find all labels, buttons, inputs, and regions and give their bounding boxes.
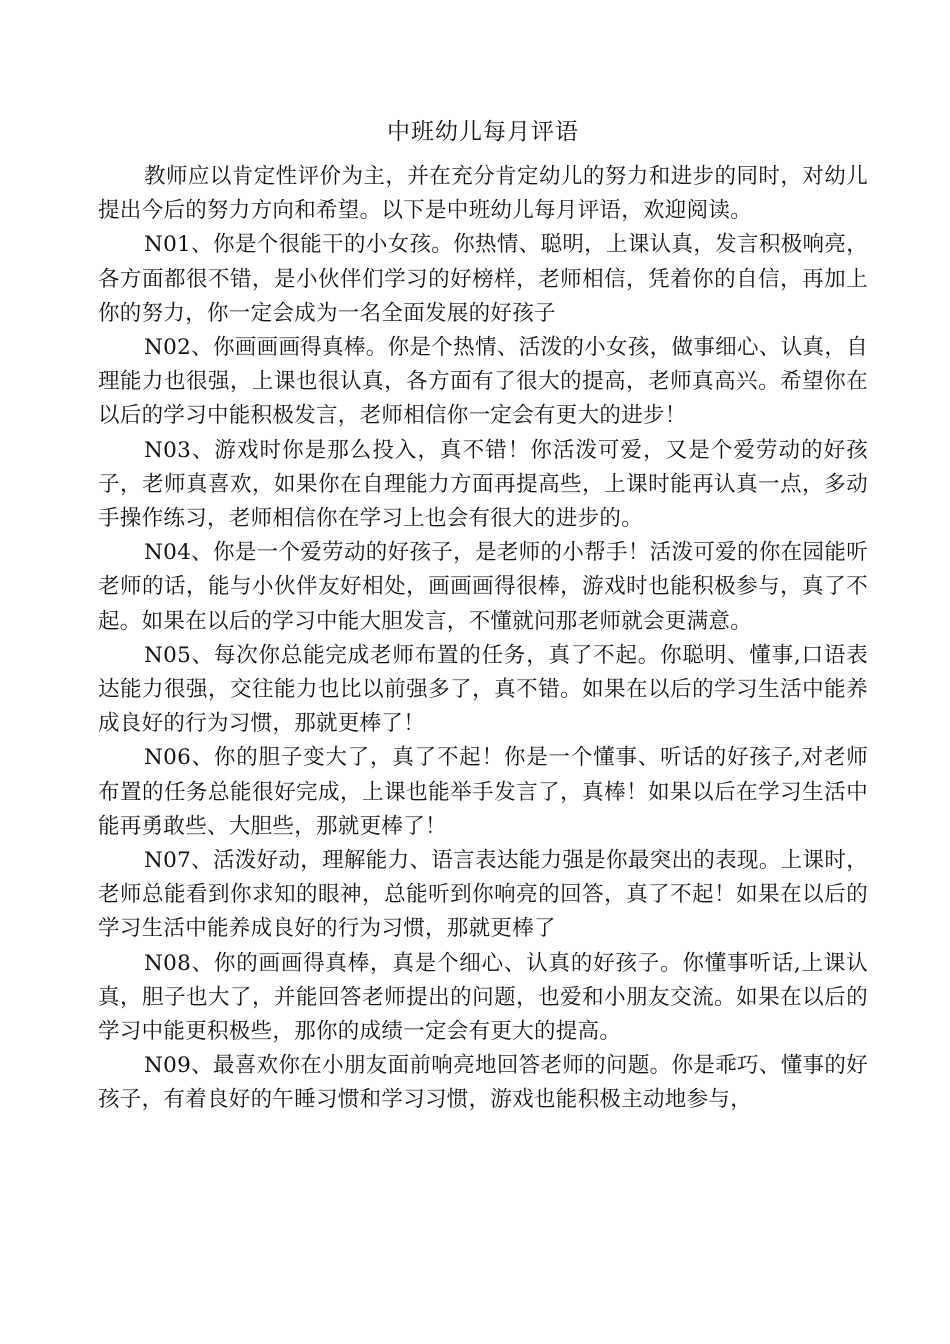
- comment-paragraph-01: N01、你是个很能干的小女孩。你热情、聪明，上课认真，发言积极响亮，各方面都很不错，是小伙伴们学习的好榜样，老师相信，凭着你的自信，再加上你的努力，你一定会成为一名全面发展的好孩子: [98, 232, 868, 326]
- comment-paragraph-06: N06、你的胆子变大了，真了不起！你是一个懂事、听话的好孩子,对老师布置的任务总能很好完成，上课也能举手发言了，真棒！如果以后在学习生活中能再勇敢些、大胆些，那就更棒了！: [98, 745, 868, 839]
- comment-paragraph-04: N04、你是一个爱劳动的好孩子，是老师的小帮手！活泼可爱的你在园能听老师的话，能与小伙伴友好相处，画画画得很棒，游戏时也能积极参与，真了不起。如果在以后的学习中能大胆发言，不懂就问那老师就会更满意。: [98, 540, 868, 634]
- document-page: [98, 112, 868, 1118]
- comment-paragraph-09: N09、最喜欢你在小朋友面前响亮地回答老师的问题。你是乖巧、懂事的好孩子，有着良好的午睡习惯和学习习惯，游戏也能积极主动地参与，: [98, 1053, 868, 1113]
- document-title: 中班幼儿每月评语: [387, 119, 579, 145]
- comment-paragraph-08: N08、你的画画得真棒，真是个细心、认真的好孩子。你懂事听话,上课认真，胆子也大了，并能回答老师提出的问题，也爱和小朋友交流。如果在以后的学习中能更积极些，那你的成绩一定会有更大的提高。: [98, 950, 868, 1045]
- intro-paragraph: 教师应以肯定性评价为主，并在充分肯定幼儿的努力和进步的同时，对幼儿提出今后的努力方向和希望。以下是中班幼儿每月评语，欢迎阅读。: [98, 164, 868, 224]
- comment-paragraph-05: N05、每次你总能完成老师布置的任务，真了不起。你聪明、懂事,口语表达能力很强，交往能力也比以前强多了，真不错。如果在以后的学习生活中能养成良好的行为习惯，那就更棒了！: [98, 642, 868, 737]
- comment-paragraph-02: N02、你画画画得真棒。你是个热情、活泼的小女孩，做事细心、认真，自理能力也很强，上课也很认真，各方面有了很大的提高，老师真高兴。希望你在以后的学习中能积极发言，老师相信你一定会有更大的进步！: [98, 335, 868, 429]
- comment-paragraph-03: N03、游戏时你是那么投入，真不错！你活泼可爱，又是个爱劳动的好孩子，老师真喜欢，如果你在自理能力方面再提高些，上课时能再认真一点，多动手操作练习，老师相信你在学习上也会有很大的进步的。: [98, 437, 868, 532]
- comment-paragraph-07: N07、活泼好动，理解能力、语言表达能力强是你最突出的表现。上课时，老师总能看到你求知的眼神，总能听到你响亮的回答，真了不起！如果在以后的学习生活中能养成良好的行为习惯，那就更棒了: [98, 848, 868, 942]
